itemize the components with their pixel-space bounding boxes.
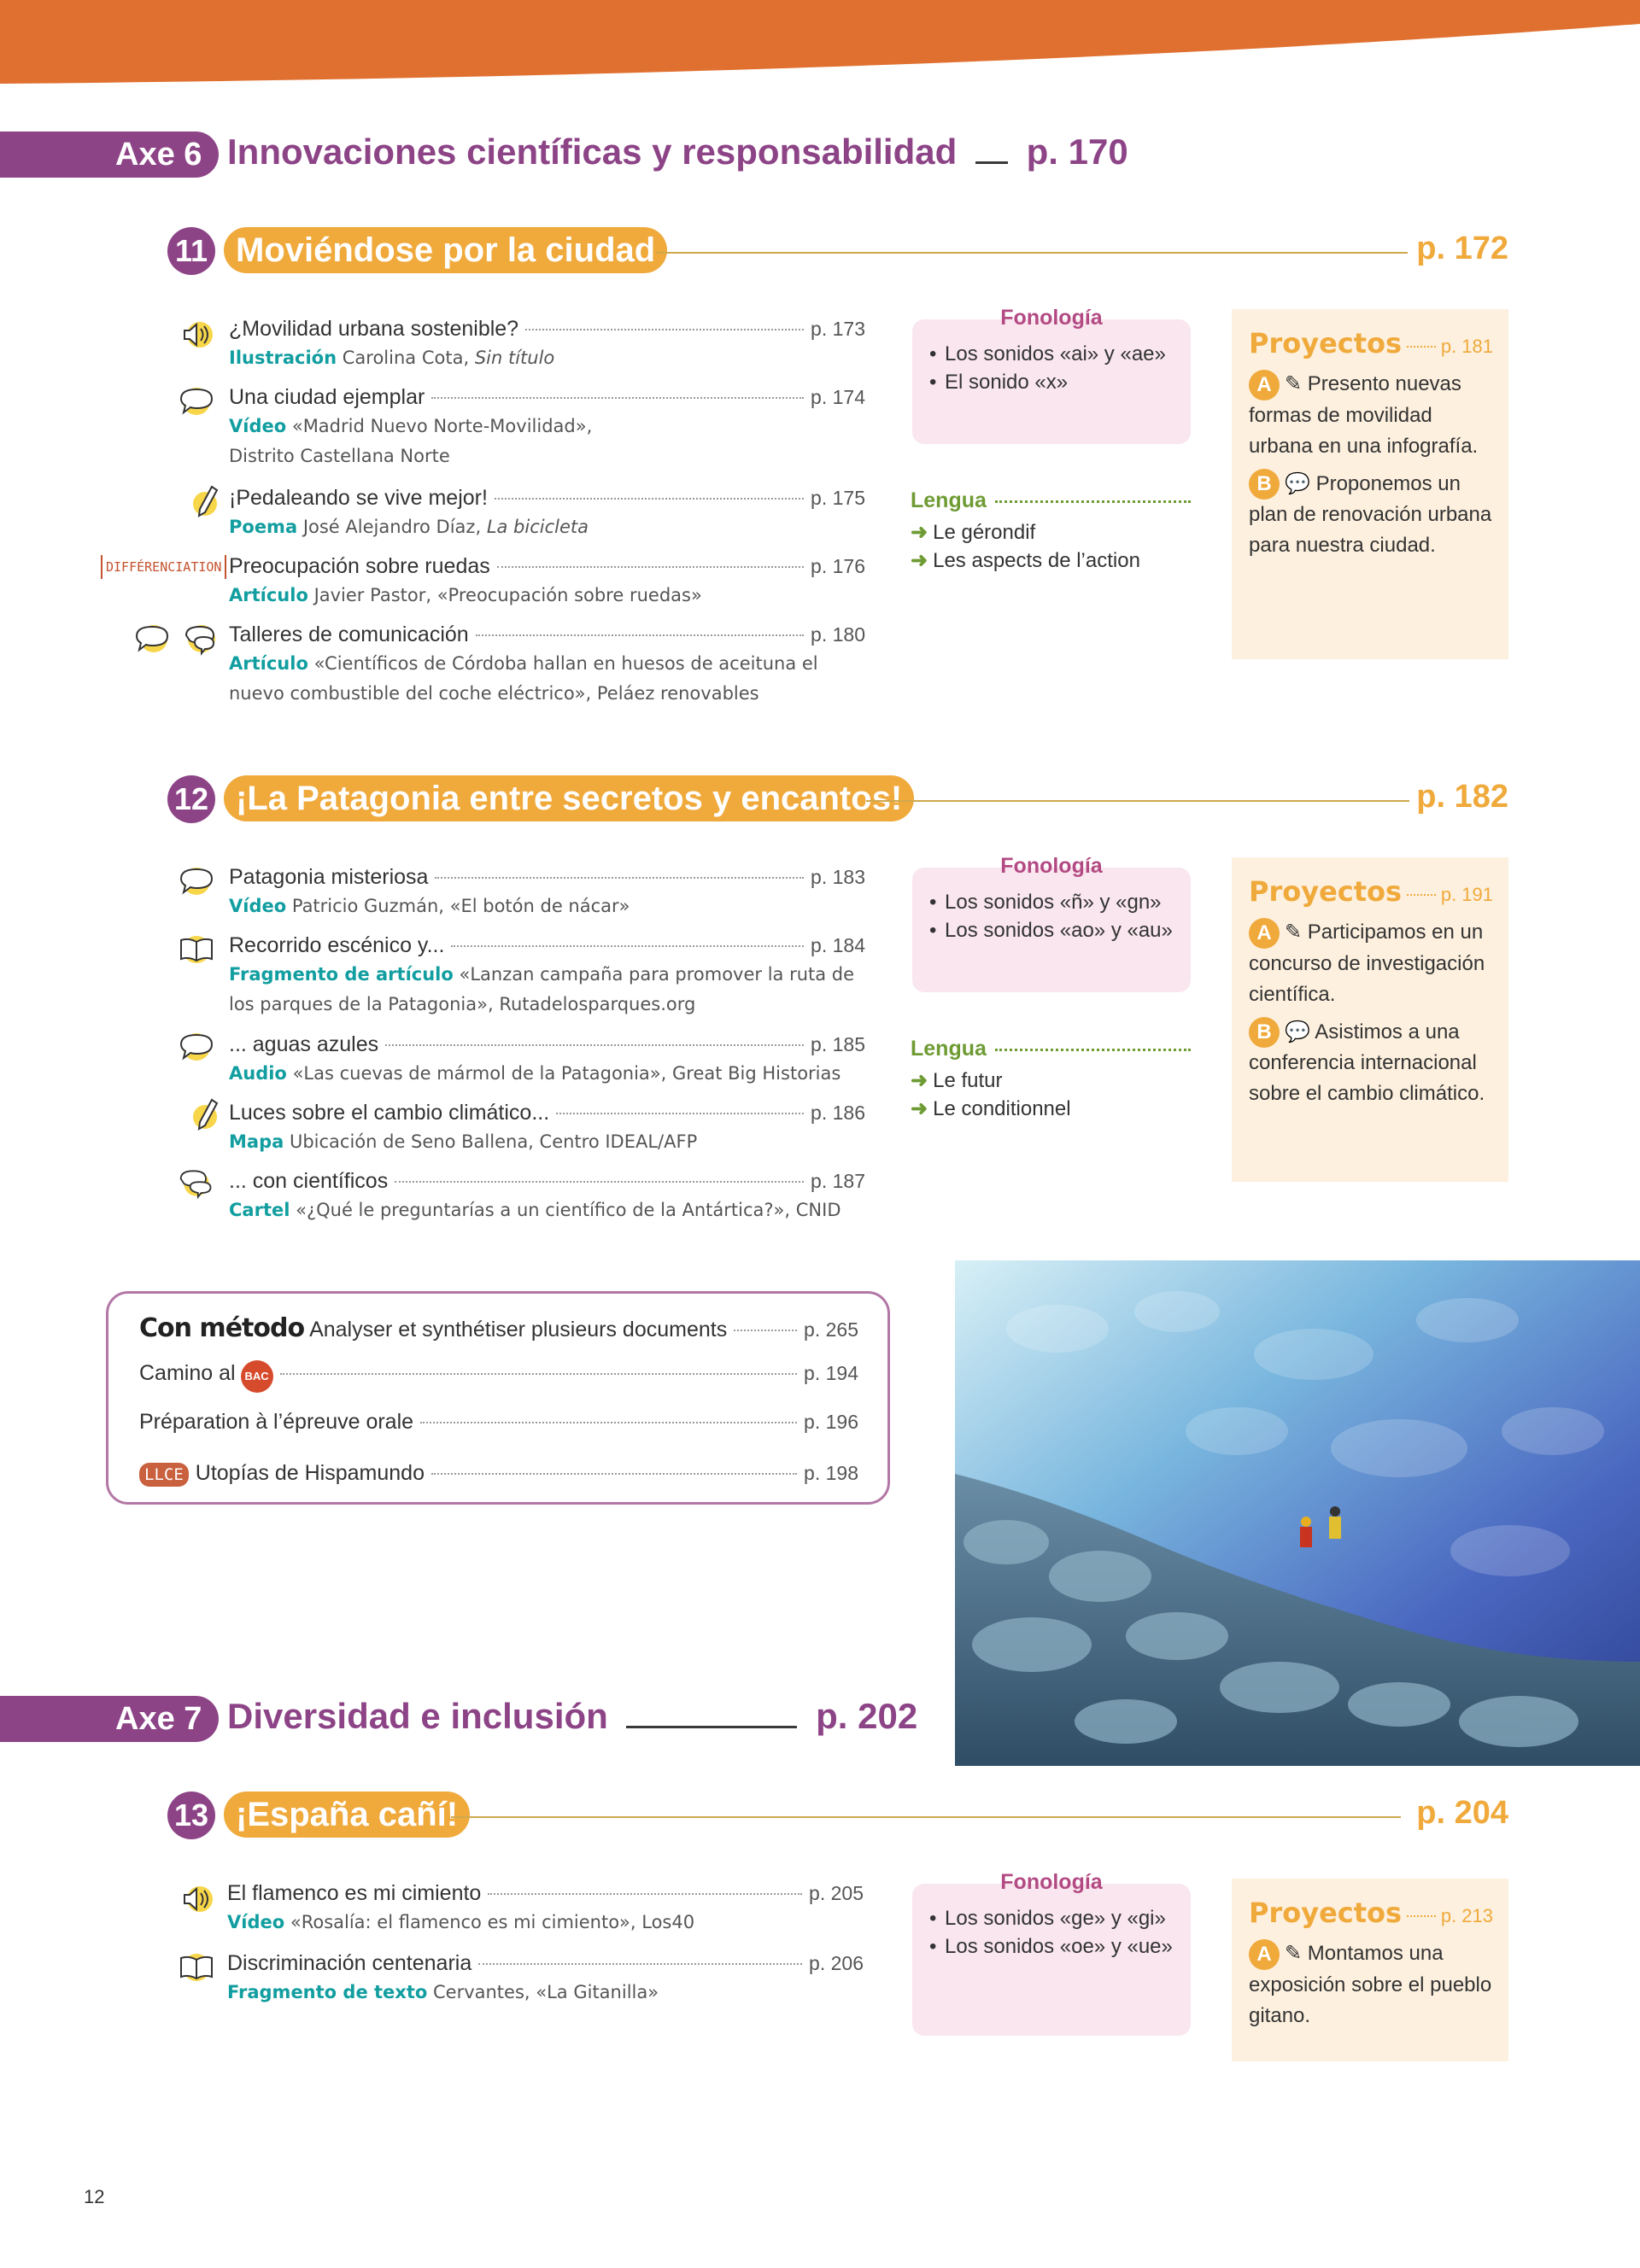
entry-type: Vídeo bbox=[229, 416, 287, 436]
top-orange-band bbox=[0, 0, 1640, 85]
page-number: 12 bbox=[84, 2186, 105, 2207]
entry-page: p. 206 bbox=[809, 1952, 864, 1974]
fonologia-item: • El sonido «x» bbox=[929, 368, 1175, 396]
list-item bbox=[227, 1879, 864, 1938]
proyectos-page: p. 213 bbox=[1440, 1905, 1493, 1926]
list-item bbox=[229, 314, 865, 373]
entry-type: Ilustración bbox=[229, 348, 337, 368]
entry-type: Vídeo bbox=[229, 896, 287, 916]
speech-bubble-icon bbox=[178, 864, 215, 898]
lengua-title: Lengua bbox=[911, 1037, 987, 1061]
con-metodo-box bbox=[106, 1291, 890, 1505]
axe7-tag: Axe 7 bbox=[0, 1696, 219, 1742]
con-metodo-page: p. 265 bbox=[804, 1318, 858, 1341]
entry-desc: Carolina Cota, bbox=[342, 348, 470, 368]
list-item bbox=[229, 383, 865, 471]
entry-desc: Ubicación de Seno Ballena, Centro IDEAL/AFP bbox=[289, 1131, 698, 1152]
entry-title[interactable]: ¿Movilidad urbana sostenible? bbox=[229, 317, 519, 341]
fonologia-title: Fonología bbox=[1000, 306, 1103, 330]
entry-desc: Javier Pastor, «Preocupación sobre ruedas» bbox=[313, 585, 702, 605]
lengua-item: ➜ Le conditionnel bbox=[911, 1097, 1071, 1120]
entry-title[interactable]: Patagonia misteriosa bbox=[229, 865, 429, 889]
list-item bbox=[229, 862, 865, 921]
ice-cave-photo bbox=[955, 1260, 1640, 1766]
speaker-icon bbox=[178, 318, 215, 352]
unit12-proyectos-box bbox=[1232, 857, 1508, 1182]
unit13-proyectos-box bbox=[1232, 1879, 1508, 2061]
unit12-page: p. 182 bbox=[1416, 779, 1508, 815]
chat-bubbles-icon bbox=[178, 1166, 215, 1201]
axe6-page: p. 170 bbox=[1026, 132, 1128, 172]
project-a-badge: A bbox=[1249, 1939, 1280, 1970]
project-b-badge: B bbox=[1249, 1017, 1280, 1048]
differenciation-icon: DIFFÉRENCIATION bbox=[101, 555, 226, 579]
unit12-rule bbox=[866, 800, 1409, 802]
unit12-fonologia-box bbox=[912, 854, 1191, 992]
fonologia-title: Fonología bbox=[1000, 1870, 1103, 1894]
proyectos-page: p. 181 bbox=[1440, 336, 1493, 357]
project-b-badge: B bbox=[1249, 469, 1280, 500]
proyectos-title: Proyectos bbox=[1249, 327, 1403, 359]
entry-page: p. 186 bbox=[811, 1102, 865, 1124]
con-metodo-page: p. 198 bbox=[804, 1462, 858, 1484]
entry-page: p. 184 bbox=[811, 934, 865, 956]
lengua-item: ➜ Le futur bbox=[911, 1069, 1003, 1092]
fonologia-item: • Los sonidos «ge» y «gi» bbox=[929, 1904, 1175, 1932]
unit11-number: 11 bbox=[167, 227, 215, 275]
pencil-icon: ✎ bbox=[1285, 1942, 1303, 1965]
entry-title[interactable]: El flamenco es mi cimiento bbox=[227, 1881, 482, 1905]
pencil-icon bbox=[188, 485, 226, 519]
lengua-item-text: Le futur bbox=[933, 1069, 1003, 1092]
axe7-title bbox=[227, 1696, 917, 1737]
con-metodo-page: p. 196 bbox=[804, 1411, 858, 1433]
speech-bubble-icon bbox=[178, 384, 215, 418]
entry-desc: «¿Qué le preguntarías a un científico de la Antártica?», CNID bbox=[296, 1200, 841, 1220]
fonologia-item: • Los sonidos «ai» y «ae» bbox=[929, 340, 1175, 368]
lengua-title: Lengua bbox=[911, 488, 987, 512]
entry-type: Cartel bbox=[229, 1200, 290, 1220]
project-b-text: Proponemos un plan de renovación urbana para nuestra ciudad. bbox=[1249, 471, 1492, 558]
unit12-title: ¡La Patagonia entre secretos y encantos! bbox=[224, 775, 914, 821]
entry-title[interactable]: Preocupación sobre ruedas bbox=[229, 554, 490, 578]
axe6-tag: Axe 6 bbox=[0, 132, 219, 178]
fonologia-item: • Los sonidos «ao» y «au» bbox=[929, 916, 1175, 944]
pencil-icon: ✎ bbox=[1285, 921, 1303, 944]
entry-desc: «Rosalía: el flamenco es mi cimiento», Los40 bbox=[290, 1912, 695, 1932]
speaker-icon bbox=[178, 1882, 215, 1916]
proyectos-title: Proyectos bbox=[1249, 875, 1403, 908]
entry-page: p. 176 bbox=[811, 555, 865, 577]
entry-title[interactable]: Una ciudad ejemplar bbox=[229, 385, 425, 409]
unit11-lengua bbox=[911, 488, 1191, 575]
entry-desc: «Las cuevas de mármol de la Patagonia», Great Big Historias bbox=[292, 1063, 841, 1084]
bac-badge: BAC bbox=[241, 1360, 273, 1393]
entry-type: Poema bbox=[229, 517, 298, 537]
entry-page: p. 185 bbox=[811, 1033, 865, 1055]
entry-page: p. 173 bbox=[811, 318, 865, 340]
unit12-lengua bbox=[911, 1037, 1191, 1123]
project-a-badge: A bbox=[1249, 370, 1280, 400]
unit11-proyectos-box bbox=[1232, 309, 1508, 659]
lengua-item-text: Les aspects de l’action bbox=[933, 549, 1140, 572]
con-metodo-page: p. 194 bbox=[804, 1362, 858, 1384]
unit13-fonologia-box bbox=[912, 1870, 1191, 2036]
book-icon bbox=[178, 1950, 215, 1984]
pencil-icon: ✎ bbox=[1285, 372, 1303, 395]
proyectos-title: Proyectos bbox=[1249, 1897, 1403, 1929]
fonologia-item: • Los sonidos «ñ» y «gn» bbox=[929, 888, 1175, 916]
project-b-text: Asistimos a una conferencia internacional sobre el cambio climático. bbox=[1249, 1020, 1485, 1106]
entry-title[interactable]: Talleres de comunicación bbox=[229, 623, 469, 646]
list-item bbox=[227, 1949, 864, 2008]
axe6-title-text: Innovaciones científicas y responsabilidad bbox=[227, 132, 958, 172]
llce-badge: LLCE bbox=[139, 1463, 189, 1487]
speech-bubble-icon: 💬 bbox=[1285, 471, 1310, 495]
entry-page: p. 187 bbox=[811, 1170, 865, 1192]
con-metodo-item[interactable]: Camino al bbox=[139, 1361, 236, 1385]
entry-type: Vídeo bbox=[227, 1912, 285, 1932]
fonologia-item: • Los sonidos «oe» y «ue» bbox=[929, 1932, 1175, 1961]
entry-desc: Cervantes, «La Gitanilla» bbox=[432, 1982, 659, 2002]
axe6-title bbox=[227, 132, 1128, 172]
entry-type: Artículo bbox=[229, 653, 308, 674]
conversation-icon bbox=[133, 622, 222, 662]
entry-desc: José Alejandro Díaz, bbox=[302, 517, 482, 537]
project-a-text: Participamos en un concurso de investigación científica. bbox=[1249, 921, 1485, 1006]
list-item bbox=[229, 1098, 865, 1157]
axe7-page: p. 202 bbox=[816, 1696, 918, 1736]
unit12-number: 12 bbox=[167, 775, 215, 823]
entry-title[interactable]: ¡Pedaleando se vive mejor! bbox=[229, 486, 488, 510]
entry-page: p. 205 bbox=[809, 1882, 864, 1904]
unit13-number: 13 bbox=[167, 1792, 215, 1839]
lengua-item-text: Le conditionnel bbox=[933, 1097, 1071, 1120]
entry-desc: «Madrid Nuevo Norte-Movilidad», Distrito Castellana Norte bbox=[229, 416, 593, 466]
fonologia-title: Fonología bbox=[1000, 854, 1103, 878]
entry-type: Fragmento de texto bbox=[227, 1982, 428, 2002]
unit11-title: Moviéndose por la ciudad bbox=[224, 227, 667, 273]
list-item bbox=[229, 552, 865, 611]
project-a-badge: A bbox=[1249, 918, 1280, 949]
entry-page: p. 180 bbox=[811, 623, 865, 646]
con-metodo-item[interactable]: Préparation à l’épreuve orale bbox=[139, 1410, 414, 1434]
entry-type: Mapa bbox=[229, 1131, 284, 1152]
entry-page: p. 183 bbox=[811, 866, 865, 888]
entry-desc-italic: La bicicleta bbox=[486, 517, 589, 537]
entry-desc-italic: Sin título bbox=[474, 348, 555, 368]
entry-desc: «Lanzan campaña para promover la ruta de los parques de la Patagonia», Rutadelosparques.org bbox=[229, 964, 855, 1014]
axe7-title-text: Diversidad e inclusión bbox=[227, 1696, 608, 1736]
list-item bbox=[229, 1030, 865, 1089]
entry-title[interactable]: Luces sobre el cambio climático... bbox=[229, 1101, 550, 1125]
speech-bubble-icon bbox=[178, 1030, 215, 1064]
entry-page: p. 174 bbox=[811, 386, 865, 408]
unit13-page: p. 204 bbox=[1416, 1795, 1508, 1831]
entry-desc: «Científicos de Córdoba hallan en huesos de aceituna el nuevo combustible del coche eléctrico», Peláez renovables bbox=[229, 653, 818, 704]
entry-type: Audio bbox=[229, 1063, 287, 1084]
con-metodo-item[interactable]: Utopías de Hispamundo bbox=[195, 1461, 425, 1485]
unit13-rule bbox=[451, 1816, 1401, 1818]
con-metodo-title: Con método bbox=[139, 1313, 305, 1343]
unit13-title: ¡España cañí! bbox=[224, 1792, 470, 1838]
unit11-rule bbox=[656, 252, 1408, 254]
entry-page: p. 175 bbox=[811, 487, 865, 509]
entry-title[interactable]: ... con científicos bbox=[229, 1169, 389, 1193]
entry-type: Artículo bbox=[229, 585, 308, 605]
entry-desc: Patricio Guzmán, «El botón de nácar» bbox=[291, 896, 630, 916]
proyectos-page: p. 191 bbox=[1440, 884, 1493, 905]
book-icon bbox=[178, 932, 215, 967]
entry-title[interactable]: Discriminación centenaria bbox=[227, 1951, 472, 1975]
unit11-fonologia-box bbox=[912, 306, 1191, 444]
pencil-icon bbox=[188, 1098, 226, 1132]
entry-title[interactable]: ... aguas azules bbox=[229, 1032, 379, 1056]
project-a-text: Montamos una exposición sobre el pueblo gitano. bbox=[1249, 1942, 1492, 2027]
chat-bubbles-icon: 💬 bbox=[1285, 1020, 1310, 1043]
list-item bbox=[229, 931, 865, 1020]
unit11-page: p. 172 bbox=[1416, 231, 1508, 266]
list-item bbox=[229, 483, 865, 542]
entry-type: Fragmento de artículo bbox=[229, 964, 454, 985]
lengua-item: ➜ Les aspects de l’action bbox=[911, 549, 1140, 572]
lengua-item: ➜ Le gérondif bbox=[911, 521, 1036, 544]
entry-title[interactable]: Recorrido escénico y... bbox=[229, 933, 445, 957]
list-item bbox=[229, 1166, 865, 1225]
con-metodo-item[interactable]: Analyser et synthétiser plusieurs documents bbox=[309, 1318, 728, 1342]
project-a-text: Presento nuevas formas de movilidad urbana en una infografía. bbox=[1249, 372, 1479, 458]
list-item bbox=[229, 620, 865, 709]
lengua-item-text: Le gérondif bbox=[933, 521, 1036, 544]
